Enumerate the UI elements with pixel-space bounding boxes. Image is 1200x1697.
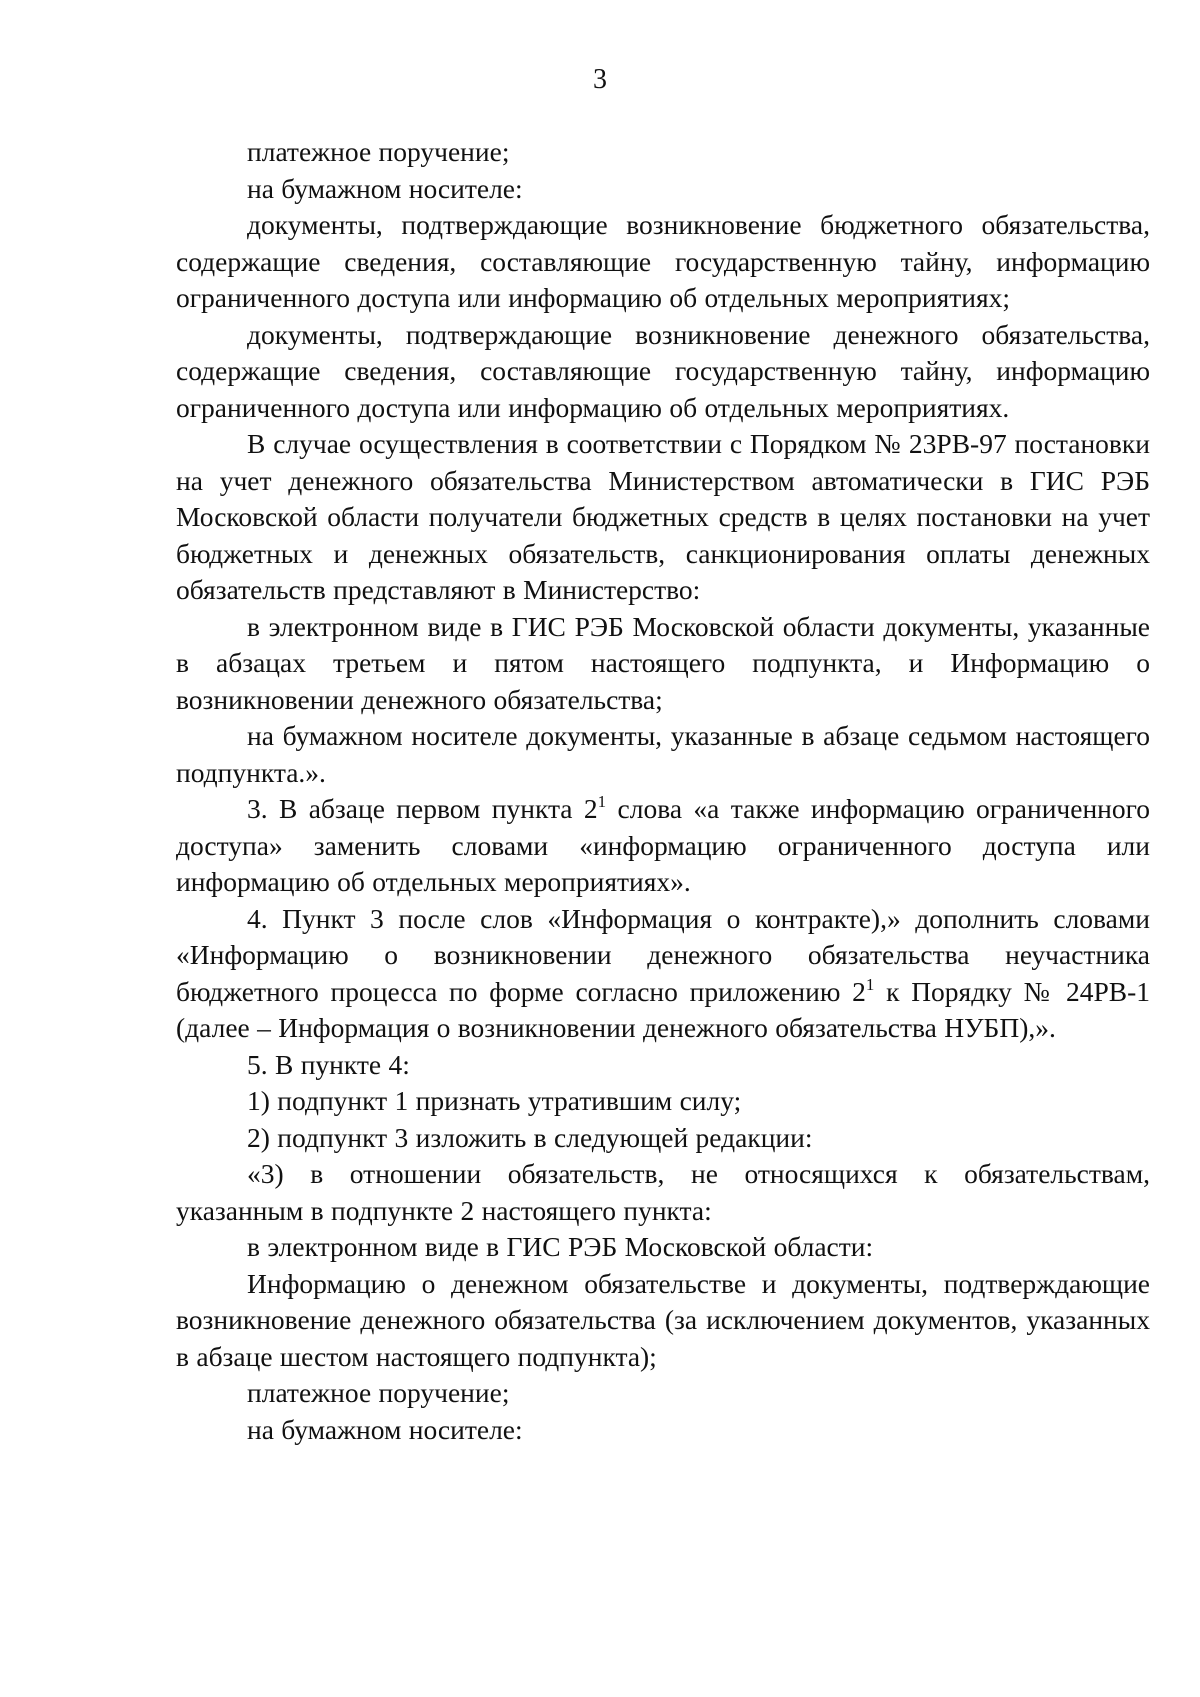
paragraph-subitem-1: 1) подпункт 1 признать утратившим силу; (247, 1085, 742, 1116)
paragraph-item-3 (176, 791, 1150, 901)
document-body (176, 134, 1150, 1448)
paragraph-budget-obligation-docs: документы, подтверждающие возникновение бюджетного обязательства, содержащие сведения, составляющие государственную тайну, информацию ограниченного доступа или информацию об отдельных мероприятиях; (176, 209, 1150, 313)
item-4-superscript: 1 (865, 974, 875, 994)
item-3-superscript: 1 (597, 792, 607, 811)
paragraph-subitem-3-quote: «3) в отношении обязательств, не относящихся к обязательствам, указанным в подпункте 2 настоящего пункта: (176, 1158, 1150, 1226)
paragraph-monetary-obligation-docs: документы, подтверждающие возникновение денежного обязательства, содержащие сведения, составляющие государственную тайну, информацию ограниченного доступа или информацию об отдельных мероприятиях. (176, 318, 1150, 423)
page-number: 3 (593, 64, 607, 95)
paragraph-subitem-2: 2) подпункт 3 изложить в следующей редакции: (247, 1121, 813, 1153)
paragraph-payment-order: платежное поручение; (247, 136, 510, 167)
paragraph-payment-order-2: платежное поручение; (247, 1377, 510, 1408)
paragraph-order-23rv97: В случае осуществления в соответствии с Порядком № 23РВ-97 постановки на учет денежного обязательства Министерством автоматически в ГИС РЭБ Московской области получатели бюджетных средств в целях постановки на учет бюджетных и денежных обязательств, санкционирования оплаты денежных обязательств представляют в Министерство: (176, 428, 1150, 605)
paragraph-electronic-form: в электронном виде в ГИС РЭБ Московской области документы, указанные в абзацах третьем и пятом настоящего подпункта, и Информацию о возникновении денежного обязательства; (176, 610, 1150, 715)
paragraph-electronic-gis: в электронном виде в ГИС РЭБ Московской области: (247, 1231, 874, 1262)
paragraph-paper-medium-2: на бумажном носителе: (247, 1413, 523, 1445)
item-3-text-b: слова «а также информацию ограниченного доступа» заменить словами «информацию ограниченного доступа или информацию об отдельных мероприятиях». (176, 793, 1150, 897)
paragraph-paper-documents: на бумажном носителе документы, указанные в абзаце седьмом настоящего подпункта.». (176, 720, 1150, 788)
paragraph-information-documents: Информацию о денежном обязательстве и документы, подтверждающие возникновение денежного обязательства (за исключением документов, указанных в абзаце шестом настоящего подпункта); (176, 1267, 1150, 1372)
item-3-text-a: 3. В абзаце первом пункта 2 (247, 793, 598, 824)
item-4-text-a: 4. Пункт 3 после слов «Информация о контракте),» дополнить словами «Информацию о возникновении денежного обязательства неучастника бюджетного процесса по форме согласно приложению 2 (176, 902, 1150, 1007)
paragraph-item-4 (176, 901, 1150, 1047)
item-4-text-b: к Порядку № 24РВ-1 (далее – Информация о возникновении денежного обязательства НУБП),». (176, 975, 1150, 1043)
paragraph-item-5: 5. В пункте 4: (247, 1048, 410, 1080)
paragraph-paper-medium: на бумажном носителе: (247, 172, 523, 204)
